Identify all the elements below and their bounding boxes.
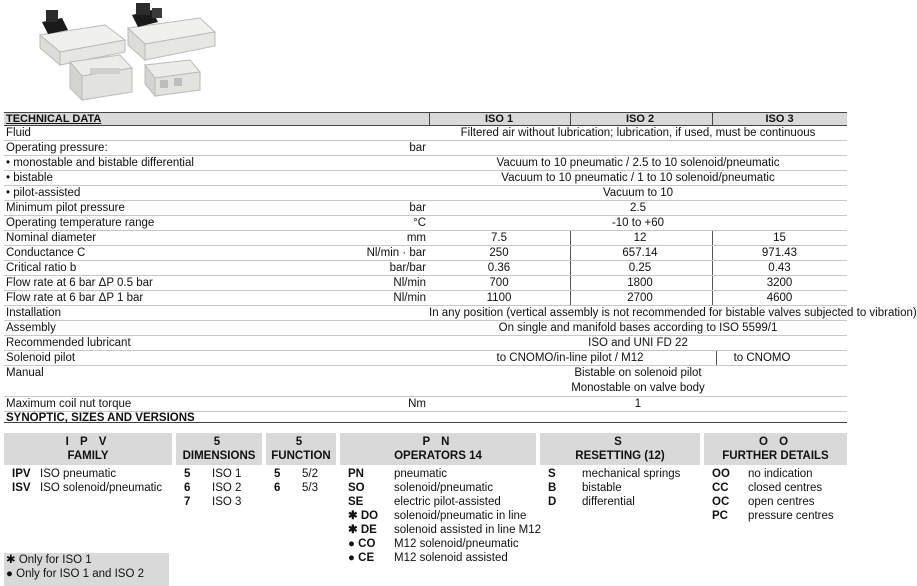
synoptic-group-header [176,433,262,465]
table-row [4,291,847,306]
row-value-iso3: 3200 [766,277,793,289]
item-description: M12 solenoid/pneumatic [394,538,519,550]
table-row [4,336,847,351]
row-value: Monostable on valve body [571,382,705,394]
row-value-iso3: 4600 [766,292,793,304]
synoptic-item-list [184,467,262,509]
row-value-iso1: 700 [489,277,509,289]
item-code: SO [348,482,365,494]
list-item [184,495,262,509]
item-description: ISO solenoid/pneumatic [40,482,163,494]
row-unit: bar [409,202,426,214]
row-value: ISO and UNI FD 22 [588,337,688,349]
row-unit: Nl/min [393,292,426,304]
group-name: DIMENSIONS [182,450,256,462]
row-unit: bar [409,142,426,154]
table-row [4,141,847,156]
row-label: Critical ratio b [6,262,77,274]
table-row [4,216,847,231]
item-code: IPV [12,468,31,480]
table-row [4,156,847,171]
list-item [712,481,847,495]
table-row [4,276,847,291]
table-row [4,186,847,201]
group-name: RESETTING (12) [575,450,665,462]
synoptic-group-header [704,433,847,465]
table-row [4,306,917,321]
row-value-iso2: 2700 [627,292,653,304]
table-row [4,246,847,261]
row-value: On single and manifold bases according to ISO 5599/1 [498,322,778,334]
synoptic-group-header [266,433,336,465]
item-code: 6 [274,482,281,494]
item-description: ISO 2 [212,482,242,494]
item-code: ISV [12,482,31,494]
row-label: Manual [6,367,44,379]
item-description: bistable [582,482,622,494]
item-code: SE [348,496,364,508]
group-code: O O [758,436,793,448]
row-value-iso1-2: to CNOMO/in-line pilot / M12 [496,352,644,364]
row-label: Conductance C [6,247,86,259]
row-value-iso3: 0.43 [768,262,791,274]
group-code: 5 [295,436,307,448]
row-label: Installation [6,307,61,319]
row-unit: Nm [408,398,426,410]
item-code: OC [712,496,730,508]
group-name: FUNCTION [271,450,331,462]
synoptic-title: SYNOPTIC, SIZES AND VERSIONS [6,412,195,424]
list-item [12,481,172,495]
col-iso3: ISO 3 [765,113,794,125]
table-row [4,366,847,397]
synoptic-item-list [548,467,700,509]
table-row [4,126,847,141]
row-label: Maximum coil nut torque [6,398,132,410]
item-description: pneumatic [394,468,448,480]
footnote: ● Only for ISO 1 and ISO 2 [6,568,144,580]
synoptic-item-list [12,467,172,495]
item-code: PN [348,468,364,480]
item-description: electric pilot-assisted [394,496,501,508]
item-description: solenoid assisted in line M12 [394,524,542,536]
item-description: closed centres [748,482,823,494]
item-description: ISO pneumatic [40,468,117,480]
synoptic-title-bar [4,408,847,423]
list-item [348,537,536,551]
synoptic-group-header [340,433,536,465]
row-value: Vacuum to 10 pneumatic / 2.5 to 10 solenoid/pneumatic [496,157,780,169]
list-item [274,481,336,495]
item-code: ✱ DE [348,524,377,536]
row-value-iso3: 15 [773,232,786,244]
row-value: In any position (vertical assembly is not recommended for bistable valves subjected to vibration) [429,307,917,319]
row-label: Solenoid pilot [6,352,76,364]
table-row [4,261,847,276]
row-label: Nominal diameter [6,232,97,244]
technical-data-table [4,112,917,412]
list-item [348,551,536,565]
row-value: -10 to +60 [611,217,665,229]
row-label: Minimum pilot pressure [6,202,125,214]
table-header [4,112,847,126]
row-value-iso1: 1100 [486,292,512,304]
item-code: 6 [184,482,191,494]
list-item [348,509,536,523]
table-row [4,351,847,366]
row-unit: Nl/min [393,277,426,289]
valve-photo [145,60,200,96]
row-value: Vacuum to 10 pneumatic / 1 to 10 solenoid/pneumatic [501,172,775,184]
list-item [12,467,172,481]
row-value: 2.5 [630,202,646,214]
group-name: FAMILY [67,450,109,462]
item-description: 5/3 [302,482,318,494]
item-code: 5 [184,468,191,480]
item-description: no indication [748,468,813,480]
row-label: Flow rate at 6 bar ΔP 1 bar [6,292,144,304]
synoptic-item-list [348,467,542,565]
item-description: open centres [748,496,815,508]
list-item [712,467,847,481]
group-name: OPERATORS 14 [394,450,482,462]
item-code: 5 [274,468,281,480]
item-code: 7 [184,496,191,508]
valve-photo [128,3,215,60]
row-value-iso1: 0.36 [487,262,511,274]
group-code: P N [422,436,454,448]
row-unit: °C [413,217,426,229]
list-item [712,509,847,523]
footnotes [4,553,169,586]
row-label: Flow rate at 6 bar ΔP 0.5 bar [6,277,153,289]
item-description: differential [582,496,635,508]
list-item [348,481,536,495]
item-description: solenoid/pneumatic in line [394,510,527,522]
row-label: Operating pressure: [6,142,108,154]
list-item [548,495,700,509]
row-value-iso2: 12 [633,232,647,244]
item-description: solenoid/pneumatic [394,482,494,494]
item-description: 5/2 [302,468,318,480]
row-label: • pilot-assisted [6,187,81,199]
row-value-iso1: 250 [489,247,509,259]
row-value: Filtered air without lubrication; lubrication, if used, must be continuous [460,127,816,139]
item-code: ● CO [348,538,376,550]
row-value-iso2: 657.14 [622,247,658,259]
row-value-iso3: to CNOMO [733,352,791,364]
synoptic-item-list [712,467,847,523]
item-description: mechanical springs [582,468,681,480]
row-value: Vacuum to 10 [602,187,674,199]
list-item [274,467,336,481]
valve-photo [70,55,132,100]
synoptic-group-header [4,433,172,465]
row-label: • bistable [6,172,53,184]
row-value-iso3: 971.43 [761,247,798,259]
item-description: M12 solenoid assisted [394,552,508,564]
table-row [4,171,847,186]
item-description: ISO 3 [212,496,242,508]
item-code: OO [712,468,730,480]
table-row [4,231,847,246]
row-value-iso1: 7.5 [491,232,507,244]
group-code: I P V [65,436,111,448]
table-title: TECHNICAL DATA [6,113,102,125]
item-description: pressure centres [748,510,834,522]
item-code: PC [712,510,728,522]
item-code: D [548,496,557,508]
item-code: S [548,468,556,480]
synoptic-group-header [540,433,700,465]
row-unit: bar/bar [389,262,426,274]
list-item [548,481,700,495]
item-code: CC [712,482,729,494]
table-row [4,201,847,216]
col-iso2: ISO 2 [625,113,655,125]
group-name: FURTHER DETAILS [722,450,829,462]
list-item [348,495,536,509]
list-item [712,495,847,509]
table-body [4,126,917,412]
item-code: B [548,482,557,494]
product-photos [0,0,847,110]
row-label: Assembly [6,322,56,334]
group-code: S [614,436,626,448]
row-value: 1 [634,398,642,410]
row-label: • monostable and bistable differential [6,157,194,169]
table-row [4,321,847,336]
list-item [184,481,262,495]
item-code: ✱ DO [348,510,379,522]
list-item [348,523,542,537]
list-item [548,467,700,481]
row-label: Recommended lubricant [6,337,131,349]
item-code: ● CE [348,552,375,564]
footnote: ✱ Only for ISO 1 [6,554,92,566]
list-item [184,467,262,481]
row-label: Fluid [6,127,31,139]
row-label: Operating temperature range [6,217,155,229]
row-value-iso2: 0.25 [628,262,652,274]
row-unit: mm [406,232,426,244]
synoptic-item-list [274,467,336,495]
row-value-iso2: 1800 [627,277,653,289]
item-description: ISO 1 [212,468,242,480]
row-value: Bistable on solenoid pilot [574,367,702,379]
row-unit: Nl/min · bar [366,247,426,259]
list-item [348,467,536,481]
group-code: 5 [213,436,225,448]
col-iso1: ISO 1 [484,113,514,125]
